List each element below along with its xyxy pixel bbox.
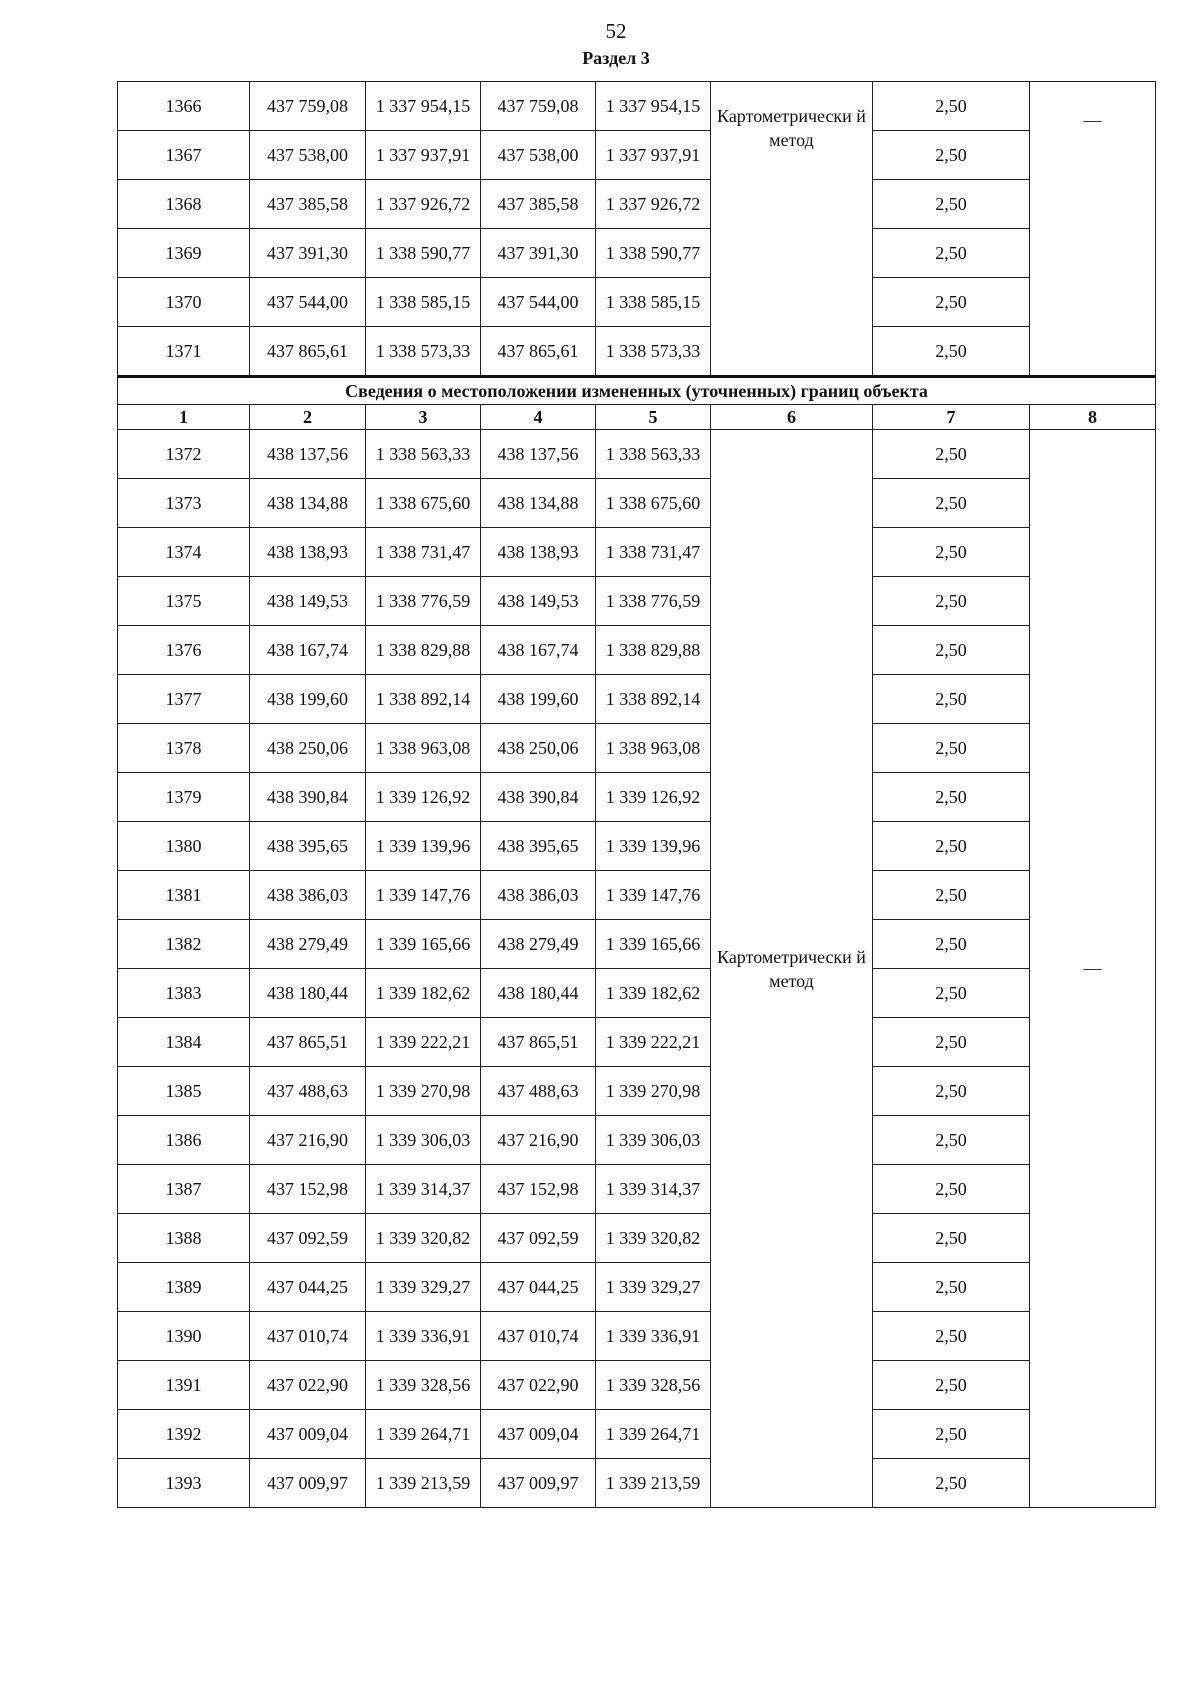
point-number-cell: 1368: [118, 180, 250, 229]
table-row: [118, 1214, 1156, 1263]
y-new-cell: 1 338 892,14: [596, 675, 711, 724]
y-new-cell: 1 339 147,76: [596, 871, 711, 920]
method-cell: Картометрически й метод: [711, 430, 873, 1508]
column-number: 7: [873, 405, 1030, 430]
x-new-cell: 438 137,56: [481, 430, 596, 479]
accuracy-cell: 2,50: [873, 1018, 1030, 1067]
x-new-cell: 438 279,49: [481, 920, 596, 969]
accuracy-cell: 2,50: [873, 920, 1030, 969]
y-new-cell: 1 338 731,47: [596, 528, 711, 577]
x-new-cell: 437 488,63: [481, 1067, 596, 1116]
y-old-cell: 1 339 264,71: [366, 1410, 481, 1459]
x-new-cell: 438 180,44: [481, 969, 596, 1018]
accuracy-cell: 2,50: [873, 1214, 1030, 1263]
x-old-cell: 437 544,00: [250, 278, 366, 327]
coordinates-table: [117, 81, 1156, 1508]
x-old-cell: 438 137,56: [250, 430, 366, 479]
x-new-cell: 437 009,04: [481, 1410, 596, 1459]
x-old-cell: 437 044,25: [250, 1263, 366, 1312]
accuracy-cell: 2,50: [873, 1116, 1030, 1165]
y-old-cell: 1 337 926,72: [366, 180, 481, 229]
point-number-cell: 1379: [118, 773, 250, 822]
y-new-cell: 1 339 314,37: [596, 1165, 711, 1214]
point-number-cell: 1384: [118, 1018, 250, 1067]
point-number-cell: 1374: [118, 528, 250, 577]
y-new-cell: 1 338 776,59: [596, 577, 711, 626]
point-number-cell: 1370: [118, 278, 250, 327]
point-number-cell: 1372: [118, 430, 250, 479]
y-old-cell: 1 339 328,56: [366, 1361, 481, 1410]
table-row: [118, 1116, 1156, 1165]
section-band-row: [118, 377, 1156, 405]
table-row: [118, 577, 1156, 626]
y-new-cell: 1 339 270,98: [596, 1067, 711, 1116]
y-new-cell: 1 338 585,15: [596, 278, 711, 327]
x-old-cell: 437 022,90: [250, 1361, 366, 1410]
table-row: [118, 1067, 1156, 1116]
point-number-cell: 1377: [118, 675, 250, 724]
accuracy-cell: 2,50: [873, 1067, 1030, 1116]
accuracy-cell: 2,50: [873, 626, 1030, 675]
table-row: [118, 479, 1156, 528]
point-number-cell: 1366: [118, 82, 250, 131]
column-number: 5: [596, 405, 711, 430]
x-new-cell: 437 865,61: [481, 327, 596, 377]
x-old-cell: 437 865,61: [250, 327, 366, 377]
accuracy-cell: 2,50: [873, 577, 1030, 626]
x-old-cell: 438 279,49: [250, 920, 366, 969]
table-row: [118, 1165, 1156, 1214]
accuracy-cell: 2,50: [873, 1165, 1030, 1214]
y-new-cell: 1 339 139,96: [596, 822, 711, 871]
y-new-cell: 1 339 336,91: [596, 1312, 711, 1361]
note-cell: —: [1030, 430, 1156, 1508]
table-body: [118, 82, 1156, 1508]
accuracy-cell: 2,50: [873, 675, 1030, 724]
y-old-cell: 1 339 306,03: [366, 1116, 481, 1165]
point-number-cell: 1393: [118, 1459, 250, 1508]
column-number: 2: [250, 405, 366, 430]
x-old-cell: 438 180,44: [250, 969, 366, 1018]
x-new-cell: 438 199,60: [481, 675, 596, 724]
table-row: [118, 229, 1156, 278]
point-number-cell: 1375: [118, 577, 250, 626]
x-old-cell: 437 009,04: [250, 1410, 366, 1459]
y-new-cell: 1 339 165,66: [596, 920, 711, 969]
x-new-cell: 438 138,93: [481, 528, 596, 577]
point-number-cell: 1392: [118, 1410, 250, 1459]
x-new-cell: 437 544,00: [481, 278, 596, 327]
table-row: [118, 822, 1156, 871]
section-title: Раздел 3: [582, 48, 650, 68]
y-new-cell: 1 338 675,60: [596, 479, 711, 528]
y-new-cell: 1 337 926,72: [596, 180, 711, 229]
point-number-cell: 1378: [118, 724, 250, 773]
x-new-cell: 438 134,88: [481, 479, 596, 528]
x-old-cell: 438 386,03: [250, 871, 366, 920]
accuracy-cell: 2,50: [873, 773, 1030, 822]
x-new-cell: 437 391,30: [481, 229, 596, 278]
y-old-cell: 1 338 731,47: [366, 528, 481, 577]
y-new-cell: 1 339 328,56: [596, 1361, 711, 1410]
x-old-cell: 437 092,59: [250, 1214, 366, 1263]
point-number-cell: 1385: [118, 1067, 250, 1116]
accuracy-cell: 2,50: [873, 180, 1030, 229]
x-new-cell: 437 759,08: [481, 82, 596, 131]
accuracy-cell: 2,50: [873, 479, 1030, 528]
table-row: [118, 1263, 1156, 1312]
x-new-cell: 437 022,90: [481, 1361, 596, 1410]
accuracy-cell: 2,50: [873, 430, 1030, 479]
y-old-cell: 1 339 336,91: [366, 1312, 481, 1361]
y-old-cell: 1 338 892,14: [366, 675, 481, 724]
table-row: [118, 773, 1156, 822]
y-old-cell: 1 339 270,98: [366, 1067, 481, 1116]
table-row: [118, 626, 1156, 675]
point-number-cell: 1386: [118, 1116, 250, 1165]
accuracy-cell: 2,50: [873, 229, 1030, 278]
accuracy-cell: 2,50: [873, 871, 1030, 920]
accuracy-cell: 2,50: [873, 1312, 1030, 1361]
column-number: 1: [118, 405, 250, 430]
x-old-cell: 437 152,98: [250, 1165, 366, 1214]
accuracy-cell: 2,50: [873, 528, 1030, 577]
column-number-row: [118, 405, 1156, 430]
x-new-cell: 437 865,51: [481, 1018, 596, 1067]
x-old-cell: 437 391,30: [250, 229, 366, 278]
accuracy-cell: 2,50: [873, 327, 1030, 377]
table-row: [118, 1018, 1156, 1067]
y-new-cell: 1 339 126,92: [596, 773, 711, 822]
y-new-cell: 1 339 329,27: [596, 1263, 711, 1312]
accuracy-cell: 2,50: [873, 969, 1030, 1018]
y-new-cell: 1 338 963,08: [596, 724, 711, 773]
point-number-cell: 1383: [118, 969, 250, 1018]
table-row: [118, 1361, 1156, 1410]
y-old-cell: 1 339 165,66: [366, 920, 481, 969]
x-new-cell: 438 395,65: [481, 822, 596, 871]
point-number-cell: 1373: [118, 479, 250, 528]
y-new-cell: 1 337 954,15: [596, 82, 711, 131]
column-number: 6: [711, 405, 873, 430]
note-cell: —: [1030, 82, 1156, 377]
point-number-cell: 1382: [118, 920, 250, 969]
x-old-cell: 438 167,74: [250, 626, 366, 675]
point-number-cell: 1388: [118, 1214, 250, 1263]
y-old-cell: 1 339 139,96: [366, 822, 481, 871]
y-old-cell: 1 338 573,33: [366, 327, 481, 377]
x-new-cell: 437 385,58: [481, 180, 596, 229]
y-old-cell: 1 337 954,15: [366, 82, 481, 131]
y-old-cell: 1 338 675,60: [366, 479, 481, 528]
table-row: [118, 327, 1156, 377]
point-number-cell: 1371: [118, 327, 250, 377]
column-number: 8: [1030, 405, 1156, 430]
y-new-cell: 1 339 306,03: [596, 1116, 711, 1165]
table-row: [118, 1459, 1156, 1508]
y-old-cell: 1 339 126,92: [366, 773, 481, 822]
y-old-cell: 1 339 314,37: [366, 1165, 481, 1214]
y-new-cell: 1 338 829,88: [596, 626, 711, 675]
accuracy-cell: 2,50: [873, 724, 1030, 773]
accuracy-cell: 2,50: [873, 1263, 1030, 1312]
x-old-cell: 437 010,74: [250, 1312, 366, 1361]
y-new-cell: 1 339 264,71: [596, 1410, 711, 1459]
x-new-cell: 438 250,06: [481, 724, 596, 773]
point-number-cell: 1380: [118, 822, 250, 871]
table-row: [118, 969, 1156, 1018]
x-new-cell: 438 386,03: [481, 871, 596, 920]
y-old-cell: 1 338 563,33: [366, 430, 481, 479]
point-number-cell: 1369: [118, 229, 250, 278]
x-old-cell: 437 385,58: [250, 180, 366, 229]
y-old-cell: 1 338 590,77: [366, 229, 481, 278]
x-new-cell: 437 092,59: [481, 1214, 596, 1263]
x-new-cell: 437 538,00: [481, 131, 596, 180]
y-old-cell: 1 339 147,76: [366, 871, 481, 920]
y-new-cell: 1 339 320,82: [596, 1214, 711, 1263]
column-number: 3: [366, 405, 481, 430]
table-row: [118, 82, 1156, 131]
point-number-cell: 1376: [118, 626, 250, 675]
accuracy-cell: 2,50: [873, 82, 1030, 131]
point-number-cell: 1391: [118, 1361, 250, 1410]
table-row: [118, 1410, 1156, 1459]
x-new-cell: 437 152,98: [481, 1165, 596, 1214]
point-number-cell: 1390: [118, 1312, 250, 1361]
section-band-title: Сведения о местоположении измененных (уточненных) границ объекта: [118, 377, 1156, 405]
table-row: [118, 675, 1156, 724]
accuracy-cell: 2,50: [873, 131, 1030, 180]
point-number-cell: 1387: [118, 1165, 250, 1214]
table-row: [118, 528, 1156, 577]
table-row: [118, 920, 1156, 969]
y-old-cell: 1 338 585,15: [366, 278, 481, 327]
x-old-cell: 438 134,88: [250, 479, 366, 528]
y-old-cell: 1 339 329,27: [366, 1263, 481, 1312]
page-number: 52: [605, 19, 627, 43]
x-old-cell: 438 138,93: [250, 528, 366, 577]
y-old-cell: 1 337 937,91: [366, 131, 481, 180]
y-old-cell: 1 339 182,62: [366, 969, 481, 1018]
x-old-cell: 437 759,08: [250, 82, 366, 131]
y-new-cell: 1 339 182,62: [596, 969, 711, 1018]
accuracy-cell: 2,50: [873, 1361, 1030, 1410]
table-row: [118, 131, 1156, 180]
accuracy-cell: 2,50: [873, 278, 1030, 327]
x-old-cell: 438 199,60: [250, 675, 366, 724]
table-row: [118, 278, 1156, 327]
y-old-cell: 1 338 776,59: [366, 577, 481, 626]
y-new-cell: 1 338 590,77: [596, 229, 711, 278]
accuracy-cell: 2,50: [873, 1459, 1030, 1508]
x-new-cell: 438 149,53: [481, 577, 596, 626]
table-row: [118, 430, 1156, 479]
x-old-cell: 437 865,51: [250, 1018, 366, 1067]
y-old-cell: 1 339 213,59: [366, 1459, 481, 1508]
y-new-cell: 1 338 573,33: [596, 327, 711, 377]
table-row: [118, 724, 1156, 773]
table-row: [118, 871, 1156, 920]
x-old-cell: 438 149,53: [250, 577, 366, 626]
y-old-cell: 1 339 222,21: [366, 1018, 481, 1067]
x-old-cell: 438 395,65: [250, 822, 366, 871]
column-number: 4: [481, 405, 596, 430]
y-new-cell: 1 337 937,91: [596, 131, 711, 180]
x-old-cell: 437 009,97: [250, 1459, 366, 1508]
x-old-cell: 438 390,84: [250, 773, 366, 822]
point-number-cell: 1389: [118, 1263, 250, 1312]
x-new-cell: 437 010,74: [481, 1312, 596, 1361]
y-old-cell: 1 339 320,82: [366, 1214, 481, 1263]
point-number-cell: 1367: [118, 131, 250, 180]
y-old-cell: 1 338 963,08: [366, 724, 481, 773]
x-old-cell: 437 216,90: [250, 1116, 366, 1165]
y-new-cell: 1 338 563,33: [596, 430, 711, 479]
y-new-cell: 1 339 222,21: [596, 1018, 711, 1067]
accuracy-cell: 2,50: [873, 822, 1030, 871]
x-new-cell: 437 044,25: [481, 1263, 596, 1312]
x-new-cell: 438 167,74: [481, 626, 596, 675]
method-cell: Картометрически й метод: [711, 82, 873, 377]
x-new-cell: 437 009,97: [481, 1459, 596, 1508]
x-old-cell: 437 488,63: [250, 1067, 366, 1116]
x-new-cell: 437 216,90: [481, 1116, 596, 1165]
point-number-cell: 1381: [118, 871, 250, 920]
x-old-cell: 437 538,00: [250, 131, 366, 180]
x-old-cell: 438 250,06: [250, 724, 366, 773]
x-new-cell: 438 390,84: [481, 773, 596, 822]
table-row: [118, 180, 1156, 229]
accuracy-cell: 2,50: [873, 1410, 1030, 1459]
y-new-cell: 1 339 213,59: [596, 1459, 711, 1508]
table-row: [118, 1312, 1156, 1361]
y-old-cell: 1 338 829,88: [366, 626, 481, 675]
